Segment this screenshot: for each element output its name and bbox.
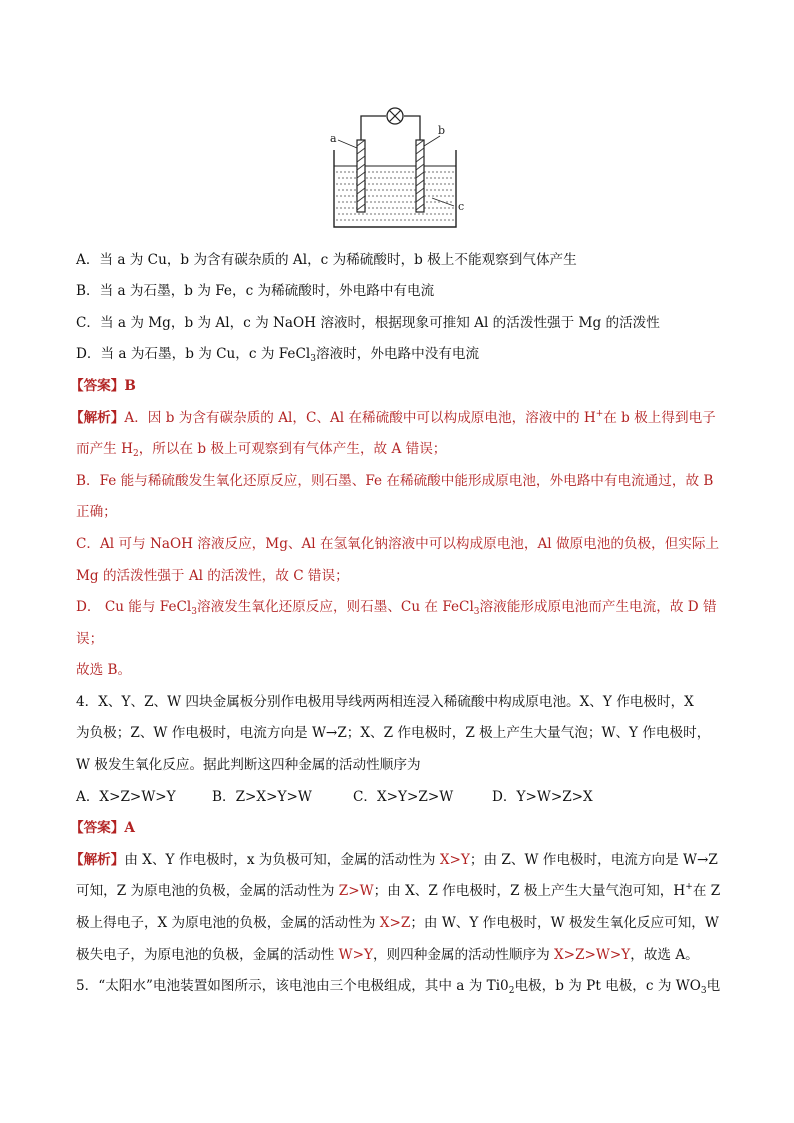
electrode-a	[357, 140, 365, 212]
q4-option-d: D．Y>W>Z>X	[492, 789, 593, 805]
q4-analysis-line: 极上得电子，X 为原电池的负极，金属的活动性为 X>Z；由 W、Y 作电极时，W 极发生氧化反应可知，W	[76, 915, 719, 931]
q3-analysis-line: 【解析】A．因 b 为含有碳杂质的 Al，C、Al 在稀硫酸中可以构成原电池，溶液中的 H+在 b 极上得到电子	[70, 409, 716, 426]
q3-analysis-line: 正确；	[76, 504, 117, 520]
q3-analysis-line: 误；	[76, 631, 104, 647]
q4-option-b: B．Z>X>Y>W	[212, 789, 312, 805]
q3-option-d: D．当 a 为石墨，b 为 Cu，c 为 FeCl$_3$溶液时，外电路中没有电流	[76, 346, 480, 364]
electrolyte-solution	[334, 166, 456, 226]
q3-analysis-line: D． Cu 能与 FeCl$_3$溶液发生氧化还原反应，则石墨、Cu 在 FeCl$_3$溶液能形成原电池而产生电流，故 D 错	[76, 599, 717, 617]
q4-question: W 极发生氧化反应。据此判断这四种金属的活动性顺序为	[76, 757, 421, 773]
label-b: b	[438, 124, 446, 137]
q3-option-b: B．当 a 为石墨，b 为 Fe，c 为稀硫酸时，外电路中有电流	[76, 283, 435, 299]
q5-question: 5．“太阳水”电池装置如图所示，该电池由三个电极组成，其中 a 为 $Ti0_2$电极，b 为 Pt 电极，c 为 $WO_3$电	[76, 978, 721, 996]
q4-options	[76, 787, 754, 807]
q4-option-c: C．X>Y>Z>W	[353, 789, 454, 805]
q4-question: 4．X、Y、Z、W 四块金属板分别作电极用导线两两相连浸入稀硫酸中构成原电池。X、Y 作电极时，X	[76, 694, 694, 710]
q3-analysis-line: B．Fe 能与稀硫酸发生氧化还原反应，则石墨、Fe 在稀硫酸中能形成原电池，外电路中有电流通过，故 B	[76, 473, 714, 489]
q3-analysis-line: C．Al 可与 NaOH 溶液反应，Mg、Al 在氢氧化钠溶液中可以构成原电池，Al 做原电池的负极，但实际上	[76, 536, 720, 552]
q4-answer: 【答案】A	[70, 820, 135, 836]
q3-analysis-line: 故选 B。	[76, 662, 132, 678]
bulb-icon	[387, 108, 403, 124]
label-a: a	[330, 132, 337, 145]
q4-question: 为负极；Z、W 作电极时，电流方向是 W→Z；X、Z 作电极时，Z 极上产生大量气泡；W、Y 作电极时，	[76, 725, 711, 741]
q3-analysis-line: 而产生 $H_2$，所以在 b 极上可观察到有气体产生，故 A 错误；	[76, 441, 447, 459]
wire	[361, 116, 386, 142]
q4-analysis-line: 可知，Z 为原电池的负极，金属的活动性为 Z>W；由 X、Z 作电极时，Z 极上产生大量气泡可知，H+在 Z	[76, 882, 721, 899]
q4-option-a: A．X>Z>W>Y	[76, 789, 176, 805]
wire	[404, 116, 420, 142]
q3-answer: 【答案】B	[70, 378, 136, 394]
q3-analysis-line: Mg 的活泼性强于 Al 的活泼性，故 C 错误；	[76, 568, 349, 584]
label-c: c	[458, 200, 465, 213]
q3-option-c: C．当 a 为 Mg，b 为 Al，c 为 NaOH 溶液时，根据现象可推知 Al 的活泼性强于 Mg 的活泼性	[76, 315, 660, 331]
q3-option-a: A．当 a 为 Cu，b 为含有碳杂质的 Al，c 为稀硫酸时，b 极上不能观察到气体产生	[76, 252, 577, 268]
electrode-b	[416, 140, 424, 212]
galvanic-cell-diagram	[328, 106, 468, 234]
q4-analysis-line: 极失电子，为原电池的负极，金属的活动性 W>Y，则四种金属的活动性顺序为 X>Z>W>Y，故选 A。	[76, 947, 699, 963]
q4-analysis-line: 【解析】由 X、Y 作电极时，x 为负极可知，金属的活动性为 X>Y；由 Z、W 作电极时，电流方向是 W→Z	[70, 852, 718, 868]
